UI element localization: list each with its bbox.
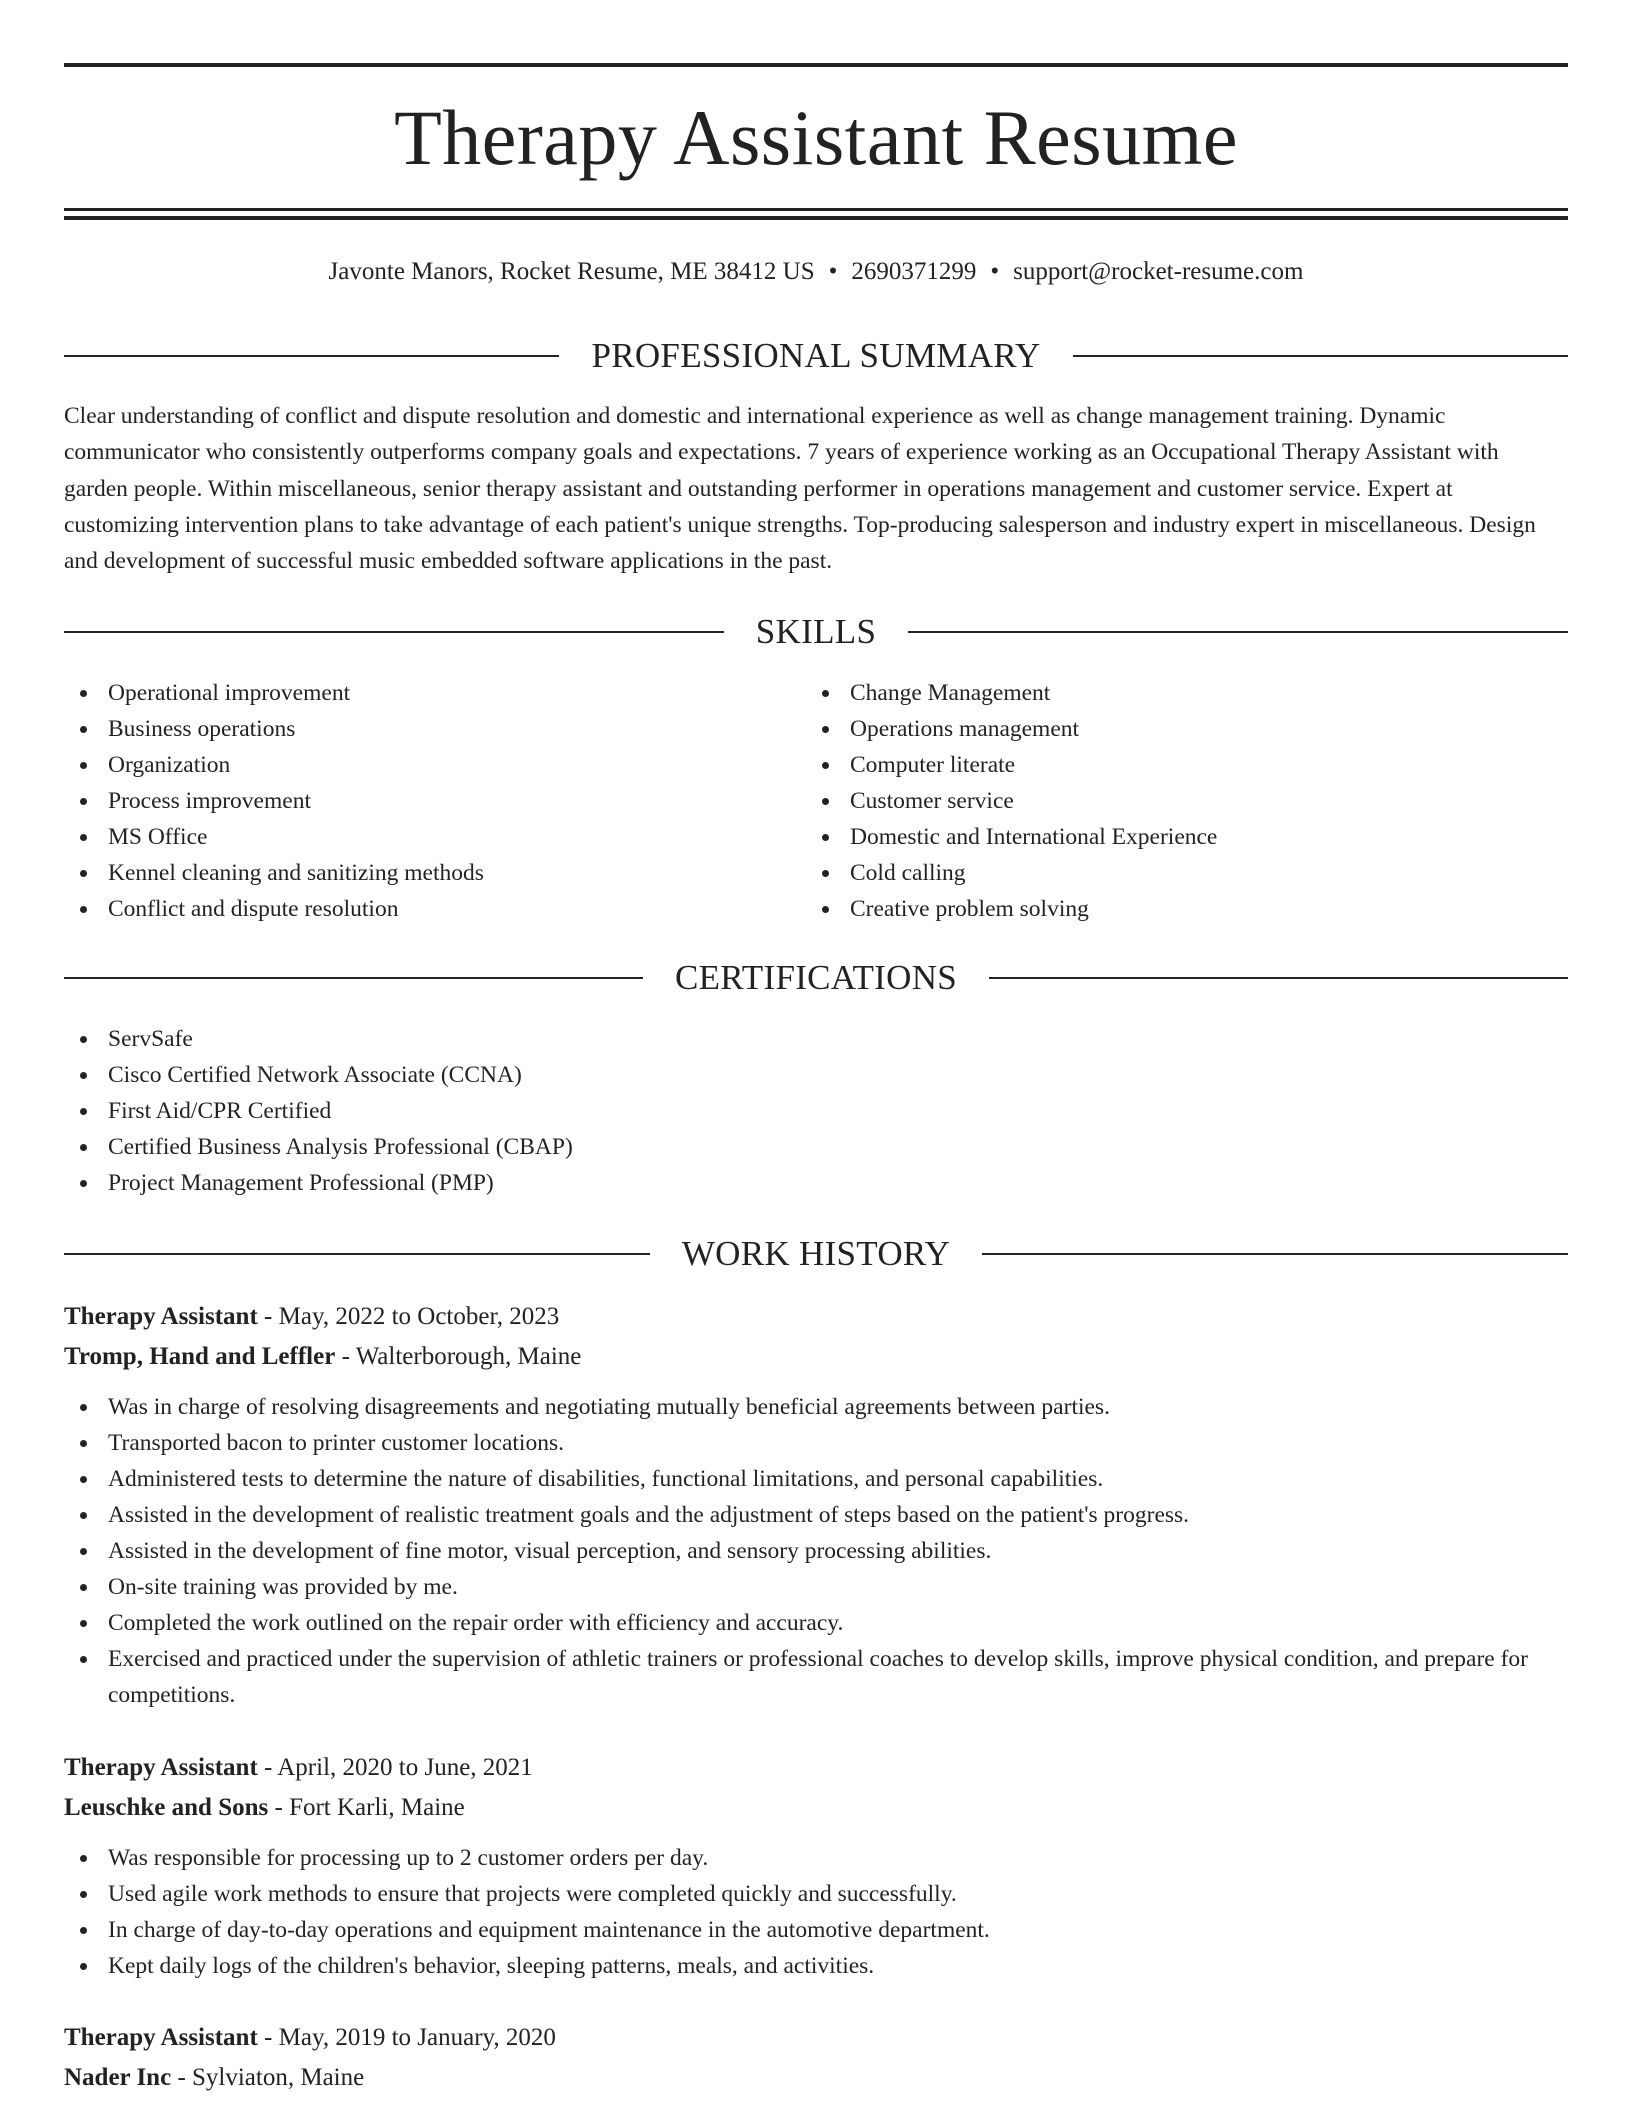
job-duty: In charge of day-to-day operations and equipment maintenance in the automotive department.: [64, 1912, 1568, 1948]
skills-heading-label: SKILLS: [755, 612, 877, 651]
job-dates: - May, 2022 to October, 2023: [257, 1303, 560, 1330]
skill-item: MS Office: [64, 819, 804, 855]
heading-rule-right: [989, 977, 1568, 979]
job-duties-list: [64, 1389, 1568, 1713]
job-location: - Walterborough, Maine: [335, 1343, 582, 1370]
skill-item: Operational improvement: [64, 675, 804, 711]
certifications-heading-label: CERTIFICATIONS: [674, 958, 958, 997]
skill-item: Process improvement: [64, 783, 804, 819]
heading-rule-right: [982, 1253, 1568, 1255]
certification-item: First Aid/CPR Certified: [64, 1093, 1568, 1129]
skills-list-left: [64, 675, 804, 927]
job-duty: Was in charge of resolving disagreements and negotiating mutually beneficial agreements between parties.: [64, 1389, 1568, 1425]
job-entry: [64, 2018, 1568, 2098]
job-duty: Exercised and practiced under the supervision of athletic trainers or professional coaches to develop skills, improve physical condition, and prepare for competitions.: [64, 1641, 1568, 1713]
contact-separator: •: [828, 258, 838, 285]
skill-item: Customer service: [806, 783, 1566, 819]
job-company: Nader Inc: [64, 2064, 172, 2091]
job-title: Therapy Assistant: [64, 1303, 258, 1330]
summary-heading-label: PROFESSIONAL SUMMARY: [591, 336, 1041, 375]
work-history-heading-label: WORK HISTORY: [681, 1234, 951, 1273]
contact-address: Javonte Manors, Rocket Resume, ME 38412 US: [328, 258, 815, 285]
job-duty: Was responsible for processing up to 2 customer orders per day.: [64, 1840, 1568, 1876]
skill-item: Operations management: [806, 711, 1566, 747]
job-title-line: [64, 1748, 1568, 1788]
skill-item: Cold calling: [806, 855, 1566, 891]
certifications-heading: [64, 955, 1568, 1001]
job-title: Therapy Assistant: [64, 1754, 258, 1781]
skill-item: Organization: [64, 747, 804, 783]
job-entry: [64, 1748, 1568, 1984]
job-duty: Used agile work methods to ensure that projects were completed quickly and successfully.: [64, 1876, 1568, 1912]
heading-rule-left: [64, 355, 559, 357]
job-dates: - May, 2019 to January, 2020: [257, 2024, 556, 2051]
job-duty: Transported bacon to printer customer locations.: [64, 1425, 1568, 1461]
skill-item: Domestic and International Experience: [806, 819, 1566, 855]
skill-item: Change Management: [806, 675, 1566, 711]
job-title: Therapy Assistant: [64, 2024, 258, 2051]
skill-item: Computer literate: [806, 747, 1566, 783]
certification-item: ServSafe: [64, 1021, 1568, 1057]
job-title-line: [64, 1297, 1568, 1337]
job-duties-list: [64, 1840, 1568, 1984]
job-company-line: [64, 1788, 1568, 1828]
job-dates: - April, 2020 to June, 2021: [257, 1754, 533, 1781]
skill-item: Kennel cleaning and sanitizing methods: [64, 855, 804, 891]
summary-heading: [64, 333, 1568, 379]
certifications-list: [64, 1021, 1568, 1201]
certification-item: Project Management Professional (PMP): [64, 1165, 1568, 1201]
job-duty: Assisted in the development of realistic treatment goals and the adjustment of steps based on the patient's progress.: [64, 1497, 1568, 1533]
job-company: Tromp, Hand and Leffler: [64, 1343, 336, 1370]
job-location: - Fort Karli, Maine: [268, 1794, 465, 1821]
heading-rule-left: [64, 1253, 650, 1255]
contact-phone: 2690371299: [851, 258, 977, 285]
skill-item: Conflict and dispute resolution: [64, 891, 804, 927]
header-double-rule-lower: [64, 216, 1568, 220]
certification-item: Certified Business Analysis Professional (CBAP): [64, 1129, 1568, 1165]
job-duty: Administered tests to determine the nature of disabilities, functional limitations, and personal capabilities.: [64, 1461, 1568, 1497]
skill-item: Business operations: [64, 711, 804, 747]
job-duty: Kept daily logs of the children's behavior, sleeping patterns, meals, and activities.: [64, 1948, 1568, 1984]
certification-item: Cisco Certified Network Associate (CCNA): [64, 1057, 1568, 1093]
contact-email: support@rocket-resume.com: [1013, 258, 1304, 285]
skill-item: Creative problem solving: [806, 891, 1566, 927]
job-duty: Assisted in the development of fine motor, visual perception, and sensory processing abilities.: [64, 1533, 1568, 1569]
resume-title: Therapy Assistant Resume: [394, 94, 1238, 181]
job-duty: On-site training was provided by me.: [64, 1569, 1568, 1605]
heading-rule-right: [1073, 355, 1568, 357]
contact-separator: •: [990, 258, 1000, 285]
job-company: Leuschke and Sons: [64, 1794, 269, 1821]
summary-text: Clear understanding of conflict and dispute resolution and domestic and international experience as well as change management training. Dynamic communicator who consistently outperforms company goals and expectations. 7 years of experience working as an Occupational Therapy Assistant with garden people. Within miscellaneous, senior therapy assistant and outstanding performer in operations management and customer service. Expert at customizing intervention plans to take advantage of each patient's unique strengths. Top-producing salesperson and industry expert in miscellaneous. Design and development of successful music embedded software applications in the past.: [64, 403, 1536, 575]
heading-rule-right: [908, 631, 1568, 633]
skills-list-right: [806, 675, 1566, 927]
job-entry: [64, 1297, 1568, 1713]
job-company-line: [64, 1337, 1568, 1377]
heading-rule-left: [64, 977, 643, 979]
job-company-line: [64, 2058, 1568, 2098]
job-title-line: [64, 2018, 1568, 2058]
heading-rule-left: [64, 631, 724, 633]
job-location: - Sylviaton, Maine: [171, 2064, 365, 2091]
work-history-heading: [64, 1231, 1568, 1277]
contact-line: [64, 254, 1568, 290]
skills-heading: [64, 609, 1568, 655]
job-duty: Completed the work outlined on the repair order with efficiency and accuracy.: [64, 1605, 1568, 1641]
header-double-rule-upper: [64, 208, 1568, 211]
header-top-rule: [64, 63, 1568, 67]
